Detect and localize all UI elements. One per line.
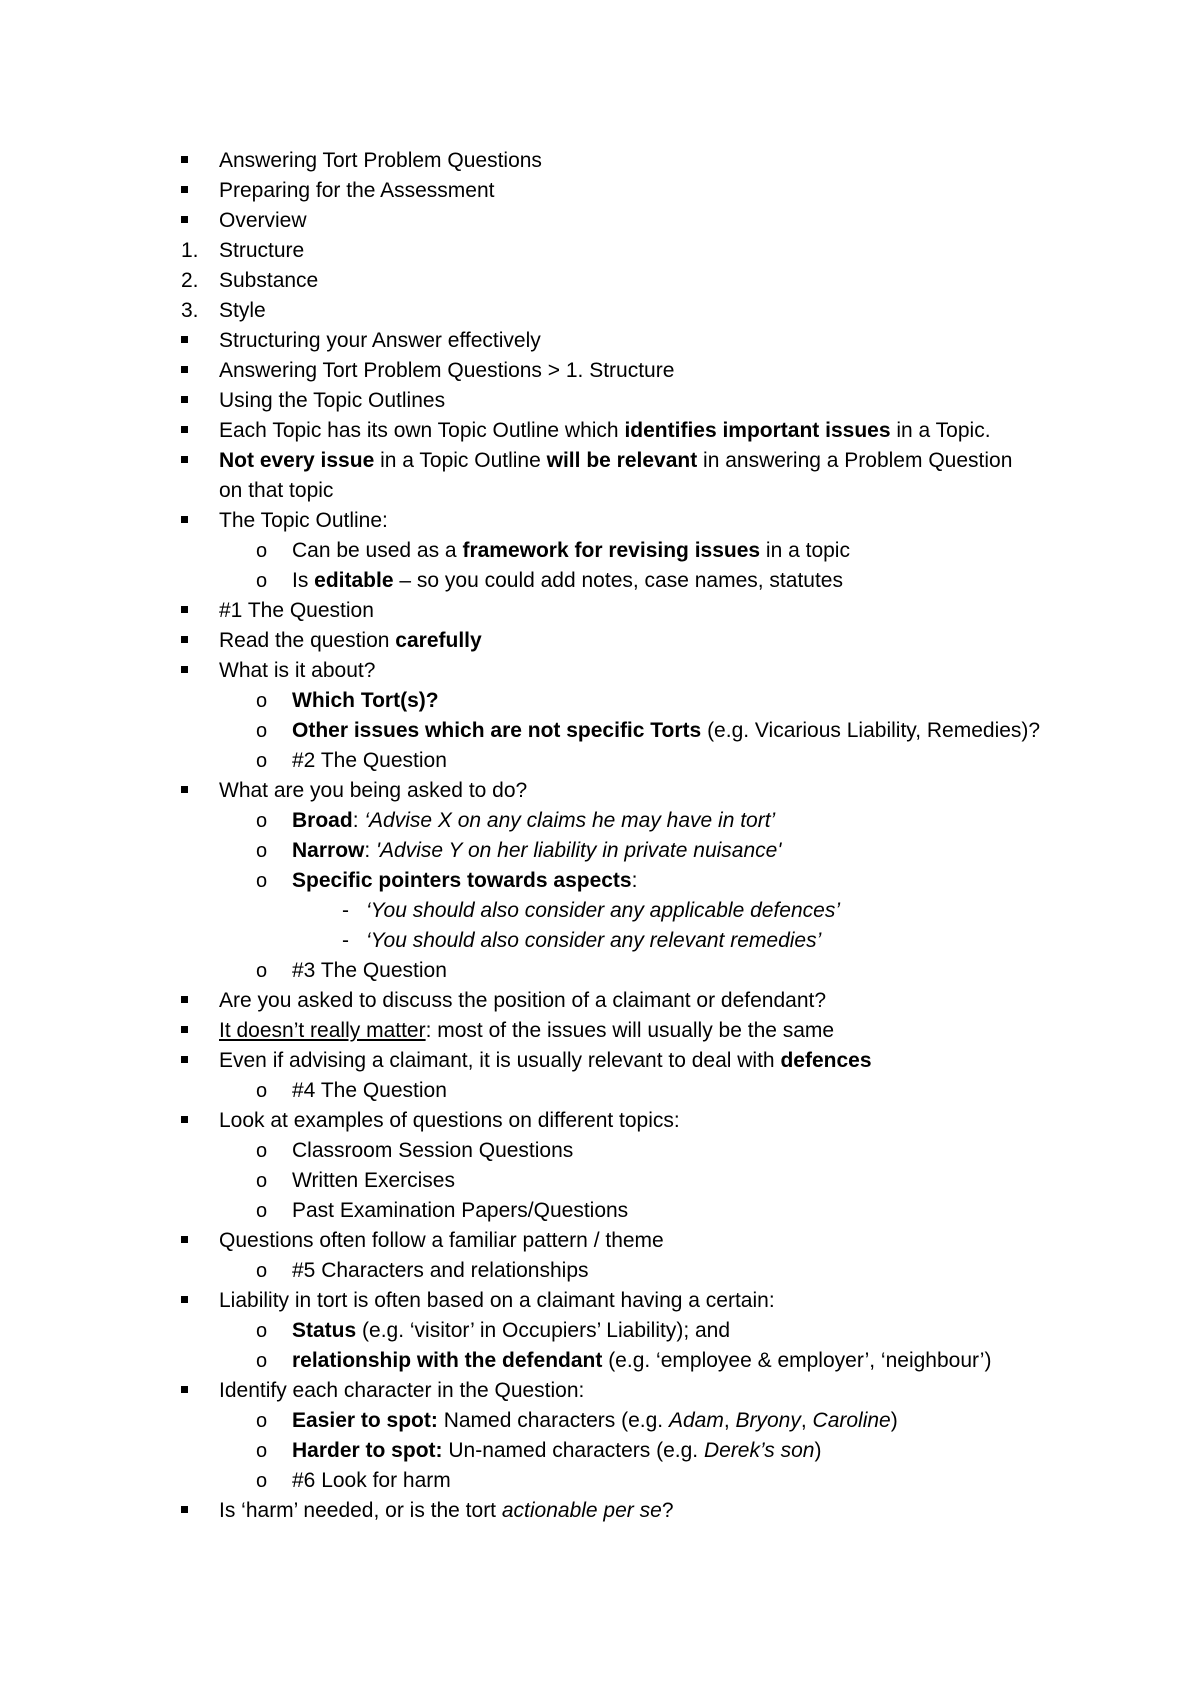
bullet-circle-icon: o <box>256 1140 268 1162</box>
sub-list-item: o Which Tort(s)? <box>0 686 1200 716</box>
bullet-square-icon <box>181 626 201 656</box>
bullet-circle-icon: o <box>256 1470 268 1492</box>
list-item: Is ‘harm’ needed, or is the tort actionable per se? <box>0 1496 1200 1526</box>
bullet-square-icon <box>181 656 201 686</box>
sub-list-item: o #4 The Question <box>0 1076 1200 1106</box>
list-number: 1. <box>181 239 199 262</box>
sub-list-item: o Harder to spot: Un-named characters (e.g. Derek’s son) <box>0 1436 1200 1466</box>
sub-list-item: o #3 The Question <box>0 956 1200 986</box>
list-item: #1 The Question <box>0 596 1200 626</box>
bullet-square-icon <box>181 1376 201 1406</box>
bullet-circle-icon: o <box>256 1440 268 1462</box>
bullet-square-icon <box>181 1496 201 1526</box>
sub-list-item: o Easier to spot: Named characters (e.g. Adam, Bryony, Caroline) <box>0 1406 1200 1436</box>
bullet-square-icon <box>181 386 201 416</box>
bullet-circle-icon: o <box>256 750 268 772</box>
bullet-circle-icon: o <box>256 1320 268 1342</box>
list-item: Each Topic has its own Topic Outline which identifies important issues in a Topic. <box>0 416 1200 446</box>
bullet-circle-icon: o <box>256 540 268 562</box>
sub-list-item: o Written Exercises <box>0 1166 1200 1196</box>
list-item: What is it about? <box>0 656 1200 686</box>
sub-list-item: o Specific pointers towards aspects: <box>0 866 1200 896</box>
bullet-square-icon <box>181 596 201 626</box>
list-item: Questions often follow a familiar pattern / theme <box>0 1226 1200 1256</box>
list-item: Using the Topic Outlines <box>0 386 1200 416</box>
list-number: 2. <box>181 269 199 292</box>
bullet-circle-icon: o <box>256 960 268 982</box>
list-number: 3. <box>181 299 199 322</box>
bullet-square-icon <box>181 1046 201 1076</box>
numbered-item: 2. Substance <box>0 266 1200 296</box>
sub-list-item: o relationship with the defendant (e.g. ‘employee & employer’, ‘neighbour’) <box>0 1346 1200 1376</box>
bullet-circle-icon: o <box>256 720 268 742</box>
sub-list-item: o Is editable – so you could add notes, case names, statutes <box>0 566 1200 596</box>
numbered-item: 3. Style <box>0 296 1200 326</box>
bullet-circle-icon: o <box>256 1080 268 1102</box>
sub-sub-list-item: - ‘You should also consider any relevant remedies’ <box>0 926 1200 956</box>
bullet-square-icon <box>181 1106 201 1136</box>
bullet-square-icon <box>181 416 201 446</box>
list-item: It doesn’t really matter: most of the issues will usually be the same <box>0 1016 1200 1046</box>
list-item: What are you being asked to do? <box>0 776 1200 806</box>
sub-list-item: o Can be used as a framework for revising issues in a topic <box>0 536 1200 566</box>
bullet-circle-icon: o <box>256 810 268 832</box>
bullet-square-icon <box>181 1016 201 1046</box>
sub-list-item: o #6 Look for harm <box>0 1466 1200 1496</box>
bullet-square-icon <box>181 1286 201 1316</box>
sub-list-item: o Classroom Session Questions <box>0 1136 1200 1166</box>
sub-sub-list-item: - ‘You should also consider any applicable defences’ <box>0 896 1200 926</box>
numbered-item: 1. Structure <box>0 236 1200 266</box>
sub-list-item: o Other issues which are not specific Torts (e.g. Vicarious Liability, Remedies)? <box>0 716 1200 746</box>
document-body <box>0 146 1200 1526</box>
list-item-continuation: on that topic <box>219 479 334 502</box>
bullet-circle-icon: o <box>256 690 268 712</box>
sub-list-item: o Broad: ‘Advise X on any claims he may have in tort’ <box>0 806 1200 836</box>
sub-list-item: o #2 The Question <box>0 746 1200 776</box>
sub-list-item: o #5 Characters and relationships <box>0 1256 1200 1286</box>
bullet-circle-icon: o <box>256 1260 268 1282</box>
bullet-square-icon <box>181 986 201 1016</box>
bullet-square-icon <box>181 506 201 536</box>
sub-list-item: o Narrow: 'Advise Y on her liability in private nuisance' <box>0 836 1200 866</box>
list-item: Read the question carefully <box>0 626 1200 656</box>
bullet-circle-icon: o <box>256 870 268 892</box>
bullet-square-icon <box>181 326 201 356</box>
list-item: Not every issue in a Topic Outline will be relevant in answering a Problem Question <box>0 446 1200 476</box>
bullet-circle-icon: o <box>256 840 268 862</box>
bullet-circle-icon: o <box>256 1350 268 1372</box>
sub-list-item: o Past Examination Papers/Questions <box>0 1196 1200 1226</box>
list-item: Answering Tort Problem Questions > 1. Structure <box>0 356 1200 386</box>
bullet-square-icon <box>181 176 201 206</box>
list-item: The Topic Outline: <box>0 506 1200 536</box>
list-item: Even if advising a claimant, it is usually relevant to deal with defences <box>0 1046 1200 1076</box>
bullet-square-icon <box>181 1226 201 1256</box>
bullet-circle-icon: o <box>256 1200 268 1222</box>
bullet-square-icon <box>181 446 201 476</box>
list-item: Structuring your Answer effectively <box>0 326 1200 356</box>
sub-list-item: o Status (e.g. ‘visitor’ in Occupiers’ Liability); and <box>0 1316 1200 1346</box>
bullet-circle-icon: o <box>256 1170 268 1192</box>
dash-icon: - <box>342 899 349 922</box>
list-item: Answering Tort Problem Questions <box>0 146 1200 176</box>
list-item: Are you asked to discuss the position of a claimant or defendant? <box>0 986 1200 1016</box>
bullet-square-icon <box>181 776 201 806</box>
list-item: Liability in tort is often based on a claimant having a certain: <box>0 1286 1200 1316</box>
bullet-circle-icon: o <box>256 1410 268 1432</box>
bullet-square-icon <box>181 206 201 236</box>
bullet-square-icon <box>181 146 201 176</box>
list-item: Overview <box>0 206 1200 236</box>
list-item: Preparing for the Assessment <box>0 176 1200 206</box>
list-item: Look at examples of questions on different topics: <box>0 1106 1200 1136</box>
list-item: Identify each character in the Question: <box>0 1376 1200 1406</box>
bullet-circle-icon: o <box>256 570 268 592</box>
bullet-square-icon <box>181 356 201 386</box>
dash-icon: - <box>342 929 349 952</box>
